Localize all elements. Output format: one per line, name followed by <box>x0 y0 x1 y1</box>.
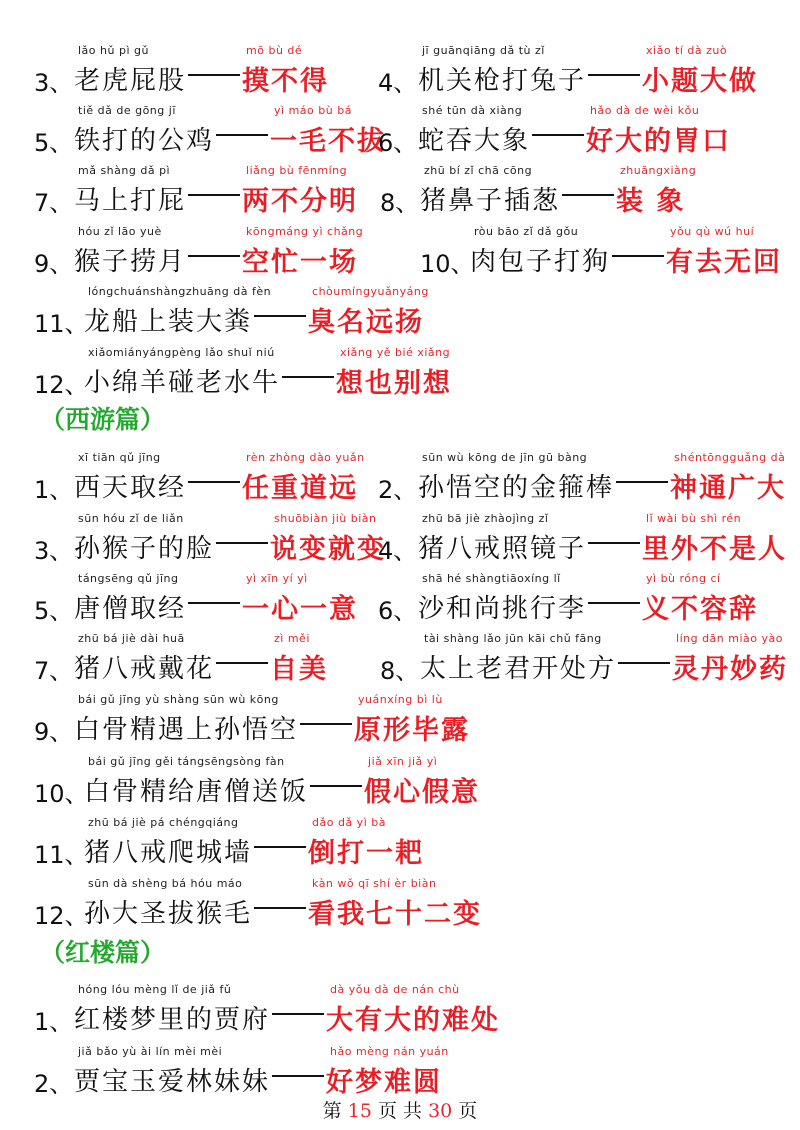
riddle-pinyin: bái gǔ jīng yù shàng sūn wù kōng <box>78 693 279 706</box>
riddle-text: 马上打屁 <box>74 186 187 216</box>
riddle-pinyin: hóu zǐ lāo yuè <box>78 225 162 238</box>
answer-pinyin: yì bù róng cí <box>646 572 721 585</box>
riddle-text: 孙大圣拔猴毛 <box>84 899 253 929</box>
item-number: 4、 <box>378 537 418 565</box>
item-number: 5、 <box>34 129 74 157</box>
answer-pinyin: yǒu qù wú huí <box>670 225 755 238</box>
riddle-row <box>0 816 800 876</box>
riddle-pinyin: shā hé shàngtiāoxíng lǐ <box>422 572 561 585</box>
answer-pinyin: jiǎ xīn jiǎ yì <box>368 755 438 768</box>
answer-pinyin: shuōbiàn jiù biàn <box>274 512 377 525</box>
riddle-text: 龙船上装大粪 <box>84 307 253 337</box>
footer-middle: 页 共 <box>377 1100 423 1122</box>
riddle-text: 贾宝玉爱林妹妹 <box>74 1067 271 1097</box>
footer-prefix: 第 <box>322 1100 342 1122</box>
riddle-row <box>0 632 800 692</box>
answer-text: 倒打一耙 <box>308 838 425 869</box>
riddle-row <box>0 225 800 285</box>
riddle-text: 太上老君开处方 <box>420 654 617 684</box>
dash-separator <box>618 662 670 664</box>
answer-pinyin: kōngmáng yì chǎng <box>246 225 364 238</box>
riddle-pinyin: zhū bí zǐ chā cōng <box>424 164 533 177</box>
riddle-pinyin: zhū bá jiè pá chéngqiáng <box>88 816 239 829</box>
section-title: （西游篇） <box>40 405 166 434</box>
item-number: 5、 <box>34 597 74 625</box>
answer-pinyin: lǐ wài bù shì rén <box>646 512 742 525</box>
answer-text: 灵丹妙药 <box>672 654 789 685</box>
riddle-pinyin: jī guānqiāng dǎ tù zǐ <box>422 44 545 57</box>
riddle-pinyin: xiǎomiányángpèng lǎo shuǐ niú <box>88 346 275 359</box>
total-page-count: 30 <box>428 1100 453 1122</box>
dash-separator <box>216 542 268 544</box>
riddle-row <box>0 877 800 937</box>
riddle-text: 白骨精给唐僧送饭 <box>84 777 309 807</box>
answer-pinyin: hǎo dà de wèi kǒu <box>590 104 700 117</box>
dash-separator <box>616 481 668 483</box>
riddle-text: 猪鼻子插葱 <box>420 186 561 216</box>
answer-pinyin: dà yǒu dà de nán chù <box>330 983 460 996</box>
answer-text: 神通广大 <box>670 473 787 504</box>
item-number: 1、 <box>34 476 74 504</box>
riddle-pinyin: jiǎ bǎo yù ài lín mèi mèi <box>78 1045 223 1058</box>
riddle-text: 老虎屁股 <box>74 66 187 96</box>
riddle-row <box>0 104 800 164</box>
dash-separator <box>254 846 306 848</box>
riddle-pinyin: hóng lóu mèng lǐ de jiǎ fǔ <box>78 983 232 996</box>
answer-text: 装 象 <box>616 186 686 217</box>
riddle-text: 孙猴子的脸 <box>74 534 215 564</box>
answer-pinyin: hǎo mèng nán yuán <box>330 1045 449 1058</box>
riddle-pinyin: sūn wù kōng de jīn gū bàng <box>422 451 588 464</box>
answer-text: 摸不得 <box>242 66 330 97</box>
answer-text: 好梦难圆 <box>326 1067 443 1098</box>
dash-separator <box>310 785 362 787</box>
riddle-pinyin: sūn dà shèng bá hóu máo <box>88 877 243 890</box>
riddle-text: 白骨精遇上孙悟空 <box>74 715 299 745</box>
riddle-pinyin: sūn hóu zǐ de liǎn <box>78 512 184 525</box>
dash-separator <box>272 1013 324 1015</box>
riddle-pinyin: tiě dǎ de gōng jī <box>78 104 176 117</box>
riddle-row <box>0 451 800 511</box>
riddle-text: 孙悟空的金箍棒 <box>418 473 615 503</box>
riddle-pinyin: tángsēng qǔ jīng <box>78 572 179 585</box>
answer-text: 两不分明 <box>242 186 359 217</box>
riddle-row <box>0 285 800 345</box>
dash-separator <box>562 194 614 196</box>
dash-separator <box>300 723 352 725</box>
answer-pinyin: mō bù dé <box>246 44 303 57</box>
riddle-pinyin: bái gǔ jīng gěi tángsēngsòng fàn <box>88 755 285 768</box>
riddle-row <box>0 164 800 224</box>
riddle-pinyin: tài shàng lǎo jūn kāi chǔ fāng <box>424 632 602 645</box>
item-number: 9、 <box>34 250 74 278</box>
riddle-row <box>0 346 800 406</box>
riddle-row <box>0 572 800 632</box>
item-number: 11、 <box>34 841 89 869</box>
riddle-row <box>0 983 800 1043</box>
answer-pinyin: yì máo bù bá <box>274 104 352 117</box>
item-number: 3、 <box>34 537 74 565</box>
answer-text: 一毛不拔 <box>270 126 387 157</box>
answer-pinyin: liǎng bù fēnmíng <box>246 164 348 177</box>
item-number: 11、 <box>34 310 89 338</box>
dash-separator <box>254 315 306 317</box>
item-number: 12、 <box>34 371 89 399</box>
riddle-text: 小绵羊碰老水牛 <box>84 368 281 398</box>
riddle-pinyin: zhū bá jiè dài huā <box>78 632 185 645</box>
current-page-number: 15 <box>347 1100 372 1122</box>
riddle-text: 西天取经 <box>74 473 187 503</box>
dash-separator <box>588 602 640 604</box>
riddle-text: 猪八戒照镜子 <box>418 534 587 564</box>
dash-separator <box>216 134 268 136</box>
item-number: 6、 <box>378 597 418 625</box>
item-number: 8、 <box>380 189 420 217</box>
dash-separator <box>612 255 664 257</box>
item-number: 7、 <box>34 657 74 685</box>
riddle-text: 蛇吞大象 <box>418 126 531 156</box>
dash-separator <box>588 74 640 76</box>
answer-text: 假心假意 <box>364 777 481 808</box>
riddle-text: 猪八戒爬城墙 <box>84 838 253 868</box>
dash-separator <box>254 907 306 909</box>
riddle-text: 铁打的公鸡 <box>74 126 215 156</box>
dash-separator <box>188 255 240 257</box>
answer-text: 看我七十二变 <box>308 899 483 930</box>
riddle-text: 沙和尚挑行李 <box>418 594 587 624</box>
footer-suffix: 页 <box>458 1100 478 1122</box>
answer-text: 大有大的难处 <box>326 1005 501 1036</box>
item-number: 4、 <box>378 69 418 97</box>
page-footer <box>0 1096 800 1123</box>
riddle-text: 猴子捞月 <box>74 247 187 277</box>
item-number: 6、 <box>378 129 418 157</box>
dash-separator <box>588 542 640 544</box>
dash-separator <box>188 194 240 196</box>
answer-pinyin: chòumíngyuǎnyáng <box>312 285 429 298</box>
item-number: 1、 <box>34 1008 74 1036</box>
riddle-row <box>0 512 800 572</box>
answer-text: 有去无回 <box>666 247 783 278</box>
item-number: 7、 <box>34 189 74 217</box>
riddle-pinyin: lǎo hǔ pì gǔ <box>78 44 149 57</box>
item-number: 2、 <box>378 476 418 504</box>
answer-text: 里外不是人 <box>642 534 788 565</box>
answer-text: 义不容辞 <box>642 594 759 625</box>
answer-pinyin: dǎo dǎ yì bà <box>312 816 386 829</box>
riddle-pinyin: shé tūn dà xiàng <box>422 104 523 117</box>
answer-pinyin: shéntōngguǎng dà <box>674 451 786 464</box>
dash-separator <box>188 481 240 483</box>
answer-text: 空忙一场 <box>242 247 359 278</box>
riddle-pinyin: mǎ shàng dǎ pì <box>78 164 171 177</box>
answer-pinyin: líng dān miào yào <box>676 632 783 645</box>
answer-pinyin: rèn zhòng dào yuǎn <box>246 451 365 464</box>
item-number: 8、 <box>380 657 420 685</box>
riddle-text: 机关枪打兔子 <box>418 66 587 96</box>
riddle-text: 红楼梦里的贾府 <box>74 1005 271 1035</box>
riddle-text: 唐僧取经 <box>74 594 187 624</box>
answer-text: 小题大做 <box>642 66 759 97</box>
answer-text: 自美 <box>270 654 329 685</box>
dash-separator <box>188 74 240 76</box>
item-number: 3、 <box>34 69 74 97</box>
answer-pinyin: kàn wǒ qī shí èr biàn <box>312 877 437 890</box>
dash-separator <box>216 662 268 664</box>
item-number: 12、 <box>34 902 89 930</box>
item-number: 10、 <box>420 250 475 278</box>
dash-separator <box>532 134 584 136</box>
riddle-pinyin: lóngchuánshàngzhuāng dà fèn <box>88 285 272 298</box>
answer-text: 好大的胃口 <box>586 126 732 157</box>
riddle-text: 肉包子打狗 <box>470 247 611 277</box>
riddle-pinyin: zhū bā jiè zhàojìng zǐ <box>422 512 549 525</box>
answer-pinyin: zhuāngxiàng <box>620 164 697 177</box>
item-number: 10、 <box>34 780 89 808</box>
item-number: 9、 <box>34 718 74 746</box>
answer-pinyin: xiǎng yě bié xiǎng <box>340 346 451 359</box>
dash-separator <box>188 602 240 604</box>
answer-text: 臭名远扬 <box>308 307 425 338</box>
answer-pinyin: zì měi <box>274 632 310 645</box>
riddle-row <box>0 755 800 815</box>
riddle-row <box>0 693 800 753</box>
answer-text: 原形毕露 <box>354 715 471 746</box>
dash-separator <box>282 376 334 378</box>
riddle-pinyin: xī tiān qǔ jīng <box>78 451 161 464</box>
answer-text: 一心一意 <box>242 594 359 625</box>
answer-text: 说变就变 <box>270 534 387 565</box>
answer-pinyin: yì xīn yí yì <box>246 572 308 585</box>
section-title: （红楼篇） <box>40 938 166 967</box>
riddle-row <box>0 44 800 104</box>
dash-separator <box>272 1075 324 1077</box>
item-number: 2、 <box>34 1070 74 1098</box>
answer-text: 想也别想 <box>336 368 453 399</box>
answer-pinyin: xiǎo tí dà zuò <box>646 44 728 57</box>
riddle-pinyin: ròu bāo zǐ dǎ gǒu <box>474 225 579 238</box>
answer-text: 任重道远 <box>242 473 359 504</box>
answer-pinyin: yuánxíng bì lù <box>358 693 443 706</box>
riddle-text: 猪八戒戴花 <box>74 654 215 684</box>
